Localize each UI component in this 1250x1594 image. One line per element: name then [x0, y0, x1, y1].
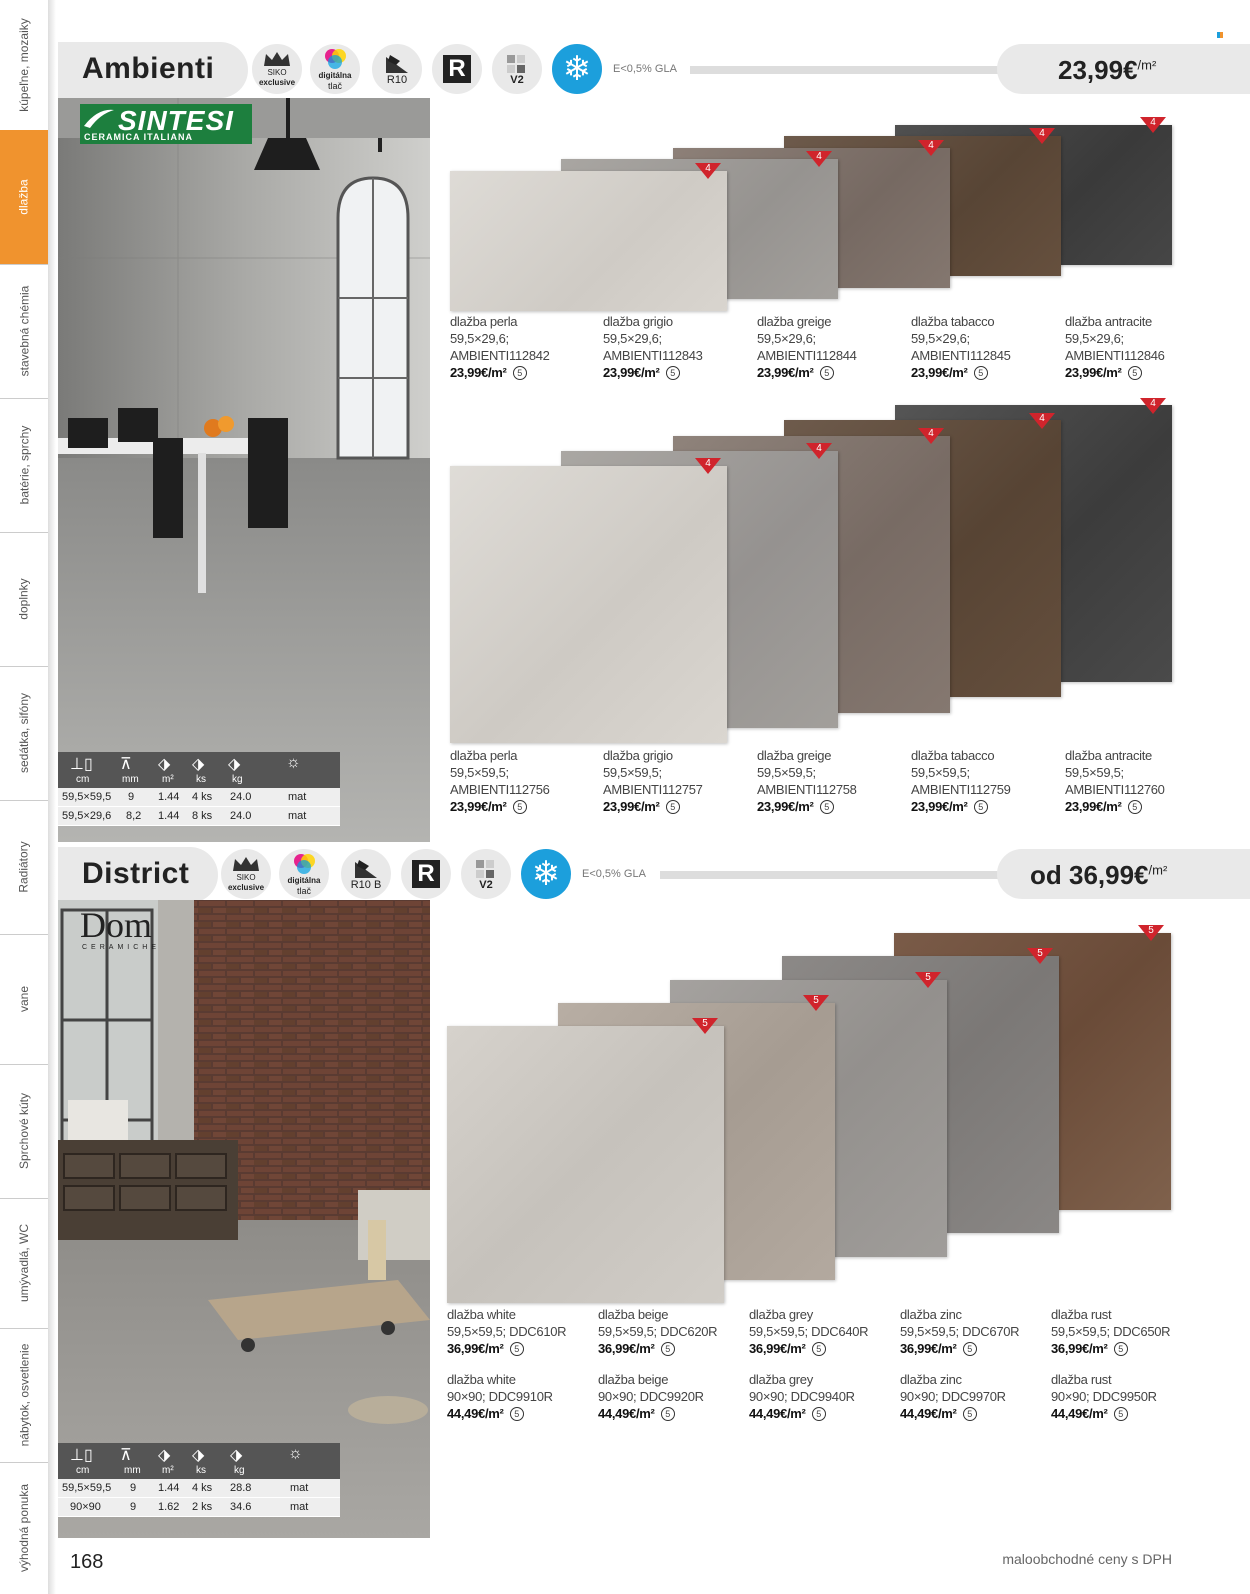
- qty-badge: 5: [1138, 925, 1164, 941]
- side-tab-doplnky[interactable]: doplnky: [0, 532, 48, 667]
- qty-badge: 5: [803, 995, 829, 1011]
- ambienti-spec-table: [58, 752, 340, 826]
- side-tab-stavebna-chemia[interactable]: stavebná chémia: [0, 264, 48, 399]
- side-tab-vane[interactable]: vane: [0, 934, 48, 1065]
- siko-exclusive-icon: SIKO exclusive: [219, 847, 273, 901]
- shade-variation-icon: V2: [490, 42, 544, 96]
- district-title: District: [82, 857, 190, 890]
- shade-variation-icon: V2: [459, 847, 513, 901]
- district-spec-table: [58, 1443, 340, 1517]
- spec-header: ⊥▯ ⊼ ⬗ ⬗ ⬗ ☼ cm mm m² ks kg: [58, 1443, 340, 1479]
- product-label: dlažba tabacco 59,5×59,5; AMBIENTI112759 23,99€/m² 5: [911, 748, 1011, 814]
- rectified-icon: R: [430, 42, 484, 96]
- thickness-icon: ⊼: [120, 1447, 132, 1464]
- spec-row: 59,5×59,5 9 1.44 4 ks 28.8 mat: [58, 1479, 340, 1498]
- digital-print-icon: digitálna tlač: [277, 847, 331, 901]
- district-price: od 36,99€$^{/m^2}$: [1030, 860, 1168, 890]
- product-label: dlažba greige 59,5×59,5; AMBIENTI112758 23,99€/m² 5: [757, 748, 857, 814]
- product-label: dlažba antracite 59,5×59,5; AMBIENTI112760 23,99€/m² 5: [1065, 748, 1165, 814]
- side-tab-baterie[interactable]: batérie, sprchy: [0, 398, 48, 533]
- district-gla: E<0,5% GLA: [582, 868, 646, 880]
- tile-size-icon: ⊥▯: [70, 1447, 93, 1464]
- product-label: dlažba grey 59,5×59,5; DDC640R 36,99€/m² 5 dlažba grey 90×90; DDC9940R 44,49€/m² 5: [749, 1307, 869, 1421]
- color-dots-icon: [323, 47, 347, 71]
- corner-mark: [1217, 32, 1223, 38]
- product-label: dlažba tabacco 59,5×29,6; AMBIENTI112845 23,99€/m² 5: [911, 314, 1011, 380]
- ambienti-title: Ambienti: [82, 52, 215, 85]
- spec-header: ⊥▯ ⊼ ⬗ ⬗ ⬗ ☼ cm mm m² ks kg: [58, 752, 340, 788]
- qty-badge: 4: [1140, 398, 1166, 414]
- box-weight-icon: ⬗: [230, 1447, 243, 1464]
- side-tab-radiatory[interactable]: Radiátory: [0, 800, 48, 935]
- side-strip-shadow: [48, 0, 56, 1594]
- ambienti-interior-illustration: [58, 98, 430, 842]
- qty-badge: 4: [1029, 413, 1055, 429]
- product-label: dlažba perla 59,5×29,6; AMBIENTI112842 23,99€/m² 5: [450, 314, 550, 380]
- side-tab-sprchove-kuty[interactable]: Sprchové kúty: [0, 1064, 48, 1199]
- qty-badge: 4: [806, 443, 832, 459]
- checker-icon: [474, 858, 498, 880]
- box-pieces-icon: ⬗: [192, 1447, 205, 1464]
- product-label: dlažba rust 59,5×59,5; DDC650R 36,99€/m² 5 dlažba rust 90×90; DDC9950R 44,49€/m² 5: [1051, 1307, 1171, 1421]
- qty-badge: 5: [1027, 948, 1053, 964]
- qty-badge: 4: [1140, 117, 1166, 133]
- tile-perla-59: [450, 466, 727, 743]
- side-tab-dlazba[interactable]: dlažba: [0, 130, 48, 265]
- side-navigation: [0, 0, 48, 1594]
- ambienti-gla-line: [690, 66, 1000, 74]
- siko-exclusive-icon: SIKO exclusive: [250, 42, 304, 96]
- sintesi-swoosh-icon: [82, 106, 116, 130]
- qty-badge: 4: [806, 151, 832, 167]
- slip-resistance-icon: R10 B: [339, 847, 393, 901]
- color-dots-icon: [292, 852, 316, 876]
- checker-icon: [505, 53, 529, 75]
- qty-badge: 4: [918, 428, 944, 444]
- product-label: dlažba beige 59,5×59,5; DDC620R 36,99€/m² 5 dlažba beige 90×90; DDC9920R 44,49€/m² 5: [598, 1307, 718, 1421]
- rectified-icon: R: [399, 847, 453, 901]
- ambienti-price: 23,99€$^{/m^2}$: [1058, 55, 1157, 85]
- dom-ceramiche-logo: Dom CERAMICHE: [80, 905, 161, 951]
- box-area-icon: ⬗: [158, 756, 171, 773]
- qty-badge: 4: [918, 140, 944, 156]
- side-tab-nabytok[interactable]: nábytok, osvetlenie: [0, 1328, 48, 1463]
- box-weight-icon: ⬗: [228, 756, 241, 773]
- tile-size-icon: ⊥▯: [70, 756, 93, 773]
- qty-badge: 5: [692, 1018, 718, 1034]
- district-gla-line: [660, 871, 1000, 879]
- qty-badge: 4: [1029, 128, 1055, 144]
- side-tab-kupelne[interactable]: kúpeľne, mozaiky: [0, 0, 48, 131]
- ambienti-room-photo: [58, 98, 430, 842]
- frost-resistant-icon: [550, 42, 604, 96]
- product-label: dlažba antracite 59,5×29,6; AMBIENTI112846 23,99€/m² 5: [1065, 314, 1165, 380]
- box-pieces-icon: ⬗: [192, 756, 205, 773]
- product-label: dlažba perla 59,5×59,5; AMBIENTI112756 23,99€/m² 5: [450, 748, 550, 814]
- price-footnote: maloobchodné ceny s DPH: [1002, 1551, 1172, 1567]
- shoe-slope-icon: [353, 858, 379, 880]
- qty-badge: 4: [695, 163, 721, 179]
- side-tab-sedatka[interactable]: sedátka, sifóny: [0, 666, 48, 801]
- sintesi-logo: SINTESI CERAMICA ITALIANA: [80, 104, 252, 144]
- crown-icon: [262, 50, 292, 68]
- qty-badge: 5: [915, 972, 941, 988]
- snowflake-icon: ❄: [562, 50, 592, 88]
- spec-row: 59,5×59,5 9 1.44 4 ks 24.0 mat: [58, 788, 340, 807]
- shoe-slope-icon: [384, 53, 410, 75]
- side-tab-vyhodna-ponuka[interactable]: výhodná ponuka: [17, 1483, 32, 1573]
- product-label: dlažba grigio 59,5×59,5; AMBIENTI112757 23,99€/m² 5: [603, 748, 703, 814]
- qty-badge: 4: [695, 458, 721, 474]
- spec-row: 59,5×29,6 8,2 1.44 8 ks 24.0 mat: [58, 807, 340, 826]
- crown-icon: [231, 855, 261, 873]
- frost-resistant-icon: [519, 847, 573, 901]
- product-label: dlažba zinc 59,5×59,5; DDC670R 36,99€/m² 5 dlažba zinc 90×90; DDC9970R 44,49€/m² 5: [900, 1307, 1020, 1421]
- box-area-icon: ⬗: [158, 1447, 171, 1464]
- product-label: dlažba greige 59,5×29,6; AMBIENTI112844 23,99€/m² 5: [757, 314, 857, 380]
- slip-resistance-icon: R10: [370, 42, 424, 96]
- product-label: dlažba white 59,5×59,5; DDC610R 36,99€/m² 5 dlažba white 90×90; DDC9910R 44,49€/m² 5: [447, 1307, 567, 1421]
- surface-finish-icon: ☼: [286, 754, 301, 771]
- thickness-icon: ⊼: [120, 756, 132, 773]
- side-tab-umyvadla[interactable]: umývadlá, WC: [0, 1198, 48, 1329]
- page-number: 168: [70, 1551, 104, 1573]
- surface-finish-icon: ☼: [288, 1445, 303, 1462]
- tile-perla-29: [450, 171, 727, 311]
- product-label: dlažba grigio 59,5×29,6; AMBIENTI112843 23,99€/m² 5: [603, 314, 703, 380]
- digital-print-icon: digitálna tlač: [308, 42, 362, 96]
- ambienti-gla: E<0,5% GLA: [613, 63, 677, 75]
- tile-white: [447, 1026, 724, 1303]
- spec-row: 90×90 9 1.62 2 ks 34.6 mat: [58, 1498, 340, 1517]
- snowflake-icon: ❄: [531, 855, 561, 893]
